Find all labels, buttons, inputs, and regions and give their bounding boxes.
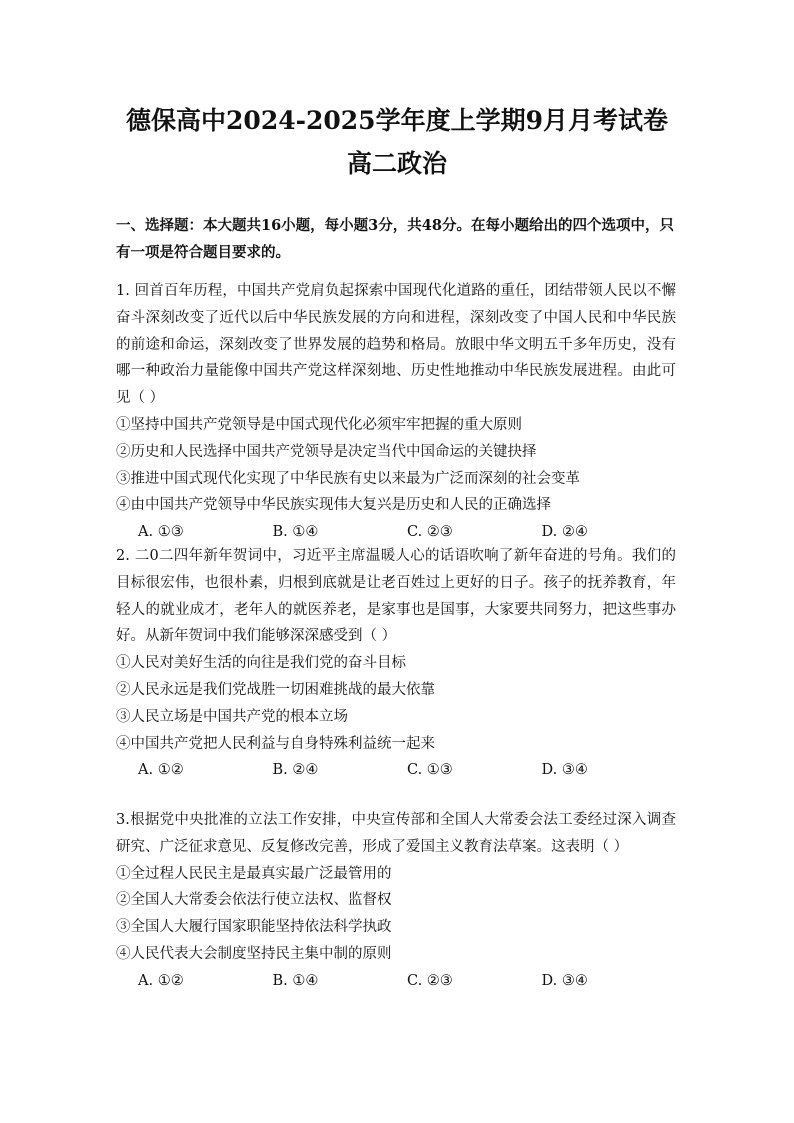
answer-choice-b: B. ①④ xyxy=(272,972,319,989)
exam-title: 德保高中2024-2025学年度上学期9月月考试卷 xyxy=(126,106,668,135)
answer-choice-d: D. ③④ xyxy=(541,972,588,989)
question-stem: 2. 二0二四年新年贺词中，习近平主席温暖人心的话语吹响了新年奋进的号角。我们的目标很宏伟，也很朴素，归根到底就是让老百姓过上更好的日子。孩子的抚养教育，年轻人的就业成才，老年人的就医养老，是家事也是国事，大家要共同努力，把这些事办好。从新年贺词中我们能够深深感受到（ ） xyxy=(116,548,676,645)
statement-option: ②全国人大常委会依法行使立法权、监督权 xyxy=(116,892,392,909)
answer-choice-a: A. ①③ xyxy=(138,524,184,541)
question-stem: 1. 回首百年历程，中国共产党肩负起探索中国现代化道路的重任，团结带领人民以不懈奋斗深刻改变了近代以后中华民族发展的方向和进程，深刻改变了中国人民和中华民族的前途和命运，深刻改变了世界发展的趋势和格局。放眼中华文明五千多年历史，没有哪一种政治力量能像中国共产党这样深刻地、历史性地推动中华民族发展进程。由此可见（ ） xyxy=(116,283,676,407)
exam-subject: 高二政治 xyxy=(346,149,447,178)
statement-option: ④人民代表大会制度坚持民主集中制的原则 xyxy=(116,945,392,962)
answer-choice-c: C. ②③ xyxy=(407,524,453,541)
statement-option: ③人民立场是中国共产党的根本立场 xyxy=(116,708,348,725)
answer-choices xyxy=(116,757,676,784)
statement-option: ①坚持中国共产党领导是中国式现代化必须牢牢把握的重大原则 xyxy=(116,416,522,433)
answer-choice-a: A. ①② xyxy=(138,972,184,989)
answer-choice-d: D. ②④ xyxy=(541,524,588,541)
question-3 xyxy=(116,807,676,995)
question-1 xyxy=(116,278,676,546)
statement-option: ②人民永远是我们党战胜一切困难挑战的最大依靠 xyxy=(116,681,435,698)
statement-option: ①人民对美好生活的向往是我们党的奋斗目标 xyxy=(116,655,406,672)
statement-option: ④中国共产党把人民利益与自身特殊利益统一起来 xyxy=(116,735,435,752)
answer-choice-b: B. ①④ xyxy=(272,524,319,541)
statement-option: ③全国人大履行国家职能坚持依法科学执政 xyxy=(116,919,392,936)
statement-option: ③推进中国式现代化实现了中华民族有史以来最为广泛而深刻的社会变革 xyxy=(116,470,580,487)
statement-option: ①全过程人民民主是最真实最广泛最管用的 xyxy=(116,865,392,882)
answer-choices xyxy=(116,519,676,546)
answer-choice-c: C. ②③ xyxy=(407,972,453,989)
answer-choice-c: C. ①③ xyxy=(407,762,453,779)
answer-choice-b: B. ②④ xyxy=(272,762,319,779)
statement-option: ④由中国共产党领导中华民族实现伟大复兴是历史和人民的正确选择 xyxy=(116,497,551,514)
answer-choice-d: D. ③④ xyxy=(541,762,588,779)
question-2 xyxy=(116,543,676,784)
answer-choice-a: A. ①② xyxy=(138,762,184,779)
section-heading: 一、选择题：本大题共16小题，每小题3分，共48分。在每小题给出的四个选项中，只有一项是符合题目要求的。 xyxy=(116,217,674,261)
statement-option: ②历史和人民选择中国共产党领导是决定当代中国命运的关键抉择 xyxy=(116,443,537,460)
answer-choices xyxy=(116,968,676,995)
question-stem: 3.根据党中央批准的立法工作安排，中央宣传部和全国人大常委会法工委经过深入调查研究、广泛征求意见、反复修改完善，形成了爱国主义教育法草案。这表明（ ） xyxy=(116,812,676,855)
